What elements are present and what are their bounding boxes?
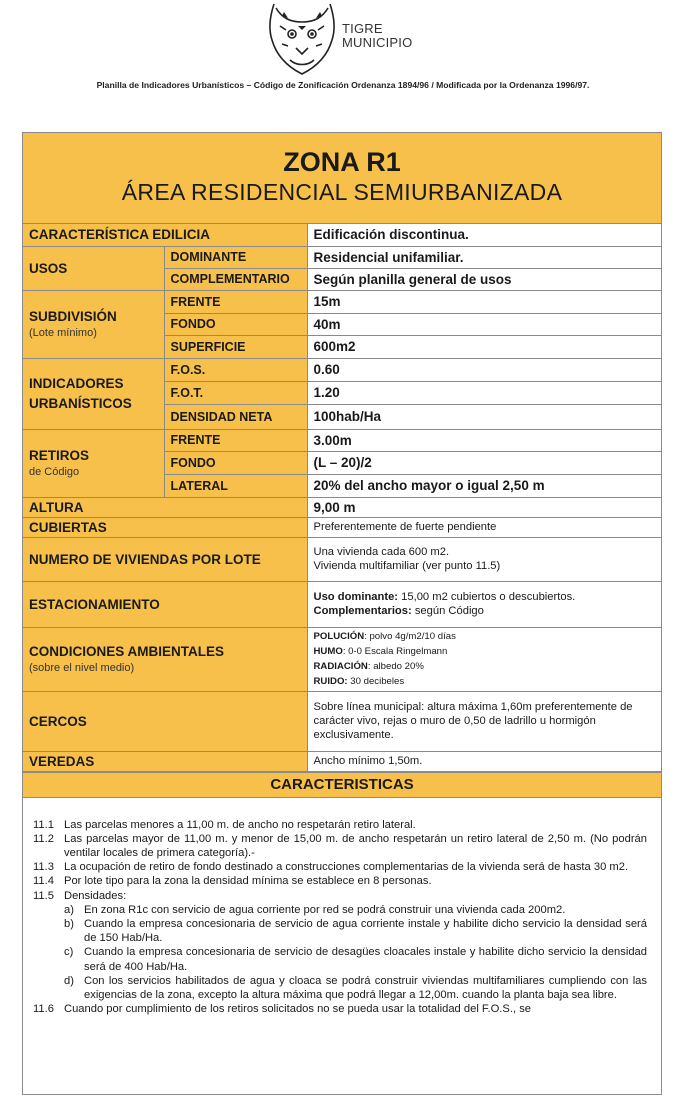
retiros-note: de Código xyxy=(29,466,80,478)
subdivision-fondo-label: FONDO xyxy=(164,313,307,335)
indicadores-label-line2: URBANÍSTICOS xyxy=(29,396,132,411)
altura-label: ALTURA xyxy=(23,497,307,517)
usos-dominante-label: DOMINANTE xyxy=(164,246,307,268)
caracteristicas-notes xyxy=(23,798,661,1094)
table-row xyxy=(23,358,661,381)
subnote-text: En zona R1c con servicio de agua corriente por red se podrá construir una vivienda cada 200m2. xyxy=(84,903,566,916)
cercos-label: CERCOS xyxy=(23,691,307,751)
subnote-letter: a) xyxy=(64,903,74,916)
subnote-letter: c) xyxy=(64,946,74,959)
note-text: La ocupación de retiro de fondo destinado a construcciones complementarias de la vivienda será de hasta 30 m2. xyxy=(64,861,629,874)
table-row xyxy=(23,751,661,771)
polucion-label: POLUCIÓN xyxy=(313,631,365,642)
usos-label: USOS xyxy=(23,246,164,290)
retiros-frente-value: 3.00m xyxy=(307,429,661,451)
document-subtitle: Planilla de Indicadores Urbanísticos – Código de Zonificación Ordenanza 1894/96 / Modificada por la Ordenanza 1996/97. xyxy=(96,80,590,90)
table-row xyxy=(23,246,661,268)
logo-line-2: MUNICIPIO xyxy=(342,35,413,50)
ruido-label: RUIDO: xyxy=(313,676,348,687)
logo-line-1: TIGRE xyxy=(342,21,383,36)
table-row xyxy=(23,537,661,581)
tiger-logo-icon xyxy=(262,0,342,76)
subnote-letter: b) xyxy=(64,917,74,930)
subnote-text: Cuando la empresa concesionaria de servicio de desagües cloacales instale y habilite dicho servicio la densidad será de 400 Hab/Ha. xyxy=(84,946,647,973)
caracteristica-value: Edificación discontinua. xyxy=(307,224,661,246)
table-row xyxy=(23,497,661,517)
subnote-item xyxy=(33,917,647,945)
note-item xyxy=(33,889,647,903)
table-row xyxy=(23,627,661,691)
radiacion-value: : albedo 20% xyxy=(367,661,424,672)
estacionamiento-comp-value: según Código xyxy=(411,605,484,617)
note-item xyxy=(33,832,647,860)
cubiertas-label: CUBIERTAS xyxy=(23,517,307,537)
note-text: Las parcelas menores a 11,00 m. de ancho no respetarán retiro lateral. xyxy=(64,818,416,831)
fot-label: F.O.T. xyxy=(164,381,307,404)
altura-value: 9,00 m xyxy=(307,497,661,517)
subdivision-note: (Lote mínimo) xyxy=(29,327,97,339)
logo-text xyxy=(342,22,412,50)
note-text: Cuando por cumplimiento de los retiros solicitados no se pueda usar la totalidad del F.O.S., se xyxy=(64,1003,532,1016)
zone-area-title: ÁREA RESIDENCIAL SEMIURBANIZADA xyxy=(121,179,563,205)
retiros-label xyxy=(23,429,164,497)
retiros-frente-label: FRENTE xyxy=(164,429,307,451)
veredas-label: VEREDAS xyxy=(23,751,307,771)
ambientales-value xyxy=(307,627,661,691)
densidad-value: 100hab/Ha xyxy=(307,404,661,429)
indicators-table xyxy=(23,224,661,772)
retiros-lateral-value: 20% del ancho mayor o igual 2,50 m xyxy=(307,474,661,497)
note-text: Las parcelas mayor de 11,00 m. y menor de 15,00 m. de ancho respetarán un retiro lateral de 2,50 m. (No podrán ventilar locales de primera categoría).- xyxy=(64,832,647,859)
subnote-item xyxy=(33,903,647,917)
radiacion-label: RADIACIÓN xyxy=(313,661,368,672)
estacionamiento-dom-value: 15,00 m2 cubiertos o descubiertos. xyxy=(398,591,576,603)
note-number: 11.1 xyxy=(33,818,54,831)
caracteristicas-title: CARACTERISTICAS xyxy=(23,772,661,798)
subdivision-superficie-value: 600m2 xyxy=(307,335,661,358)
indicadores-label xyxy=(23,358,164,429)
estacionamiento-value xyxy=(307,581,661,627)
fot-value: 1.20 xyxy=(307,381,661,404)
note-text: Por lote tipo para la zona la densidad mínima se establece en 8 personas. xyxy=(64,875,432,888)
note-number: 11.6 xyxy=(33,1003,54,1016)
subdivision-frente-label: FRENTE xyxy=(164,290,307,313)
table-row xyxy=(23,290,661,313)
table-row xyxy=(23,581,661,627)
subdivision-frente-value: 15m xyxy=(307,290,661,313)
ambientales-note: (sobre el nivel medio) xyxy=(29,662,135,674)
subdivision-fondo-value: 40m xyxy=(307,313,661,335)
caracteristica-label: CARACTERÍSTICA EDILICIA xyxy=(23,224,307,246)
cercos-value: Sobre línea municipal: altura máxima 1,60m preferentemente de carácter vivo, rejas o muro de 0,50 de ladrillo u hormigón exclusivamente. xyxy=(307,691,661,751)
note-text: Densidades: xyxy=(64,889,127,902)
usos-dominante-value: Residencial unifamiliar. xyxy=(307,246,661,268)
cubiertas-value: Preferentemente de fuerte pendiente xyxy=(307,517,661,537)
retiros-title: RETIROS xyxy=(29,448,90,463)
subnote-letter: d) xyxy=(64,974,74,987)
usos-complementario-label: COMPLEMENTARIO xyxy=(164,268,307,290)
subnote-item xyxy=(33,974,647,1002)
note-item xyxy=(33,1002,647,1016)
note-item xyxy=(33,860,647,874)
estacionamiento-label: ESTACIONAMIENTO xyxy=(23,581,307,627)
humo-label: HUMO xyxy=(313,646,343,657)
retiros-fondo-value: (L – 20)/2 xyxy=(307,451,661,474)
veredas-value: Ancho mínimo 1,50m. xyxy=(307,751,661,771)
viviendas-label: NUMERO DE VIVIENDAS POR LOTE xyxy=(23,537,307,581)
note-item xyxy=(33,818,647,832)
subdivision-title: SUBDIVISIÓN xyxy=(29,309,117,324)
indicadores-label-line1: INDICADORES xyxy=(29,376,124,391)
viviendas-line2: Vivienda multifamiliar (ver punto 11.5) xyxy=(313,560,501,572)
table-row xyxy=(23,429,661,451)
humo-value: : 0-0 Escala Ringelmann xyxy=(342,646,448,657)
table-row xyxy=(23,224,661,246)
subnote-text: Con los servicios habilitados de agua y cloaca se podrá construir viviendas multifamiliares cumpliendo con las exigencias de la zona, excepto la altura máxima que podrá llegar a 12,00m. cuando la planta baja sea libre. xyxy=(84,974,647,1001)
note-number: 11.5 xyxy=(33,889,54,902)
subdivision-label xyxy=(23,290,164,358)
retiros-fondo-label: FONDO xyxy=(164,451,307,474)
note-item xyxy=(33,874,647,888)
table-row xyxy=(23,691,661,751)
note-number: 11.2 xyxy=(33,832,54,845)
retiros-lateral-label: LATERAL xyxy=(164,474,307,497)
table-row xyxy=(23,517,661,537)
ambientales-label xyxy=(23,627,307,691)
usos-complementario-value: Según planilla general de usos xyxy=(307,268,661,290)
subnote-text: Cuando la empresa concesionaria de servicio de agua corriente instale y habilite dicho servicio la densidad será de 150 Hab/Ha. xyxy=(84,917,647,945)
zone-title: ZONA R1 xyxy=(283,147,401,177)
ruido-value: 30 decibeles xyxy=(347,676,405,687)
zone-header xyxy=(23,133,661,224)
note-number: 11.4 xyxy=(33,875,54,888)
subnote-item xyxy=(33,945,647,973)
densidad-label: DENSIDAD NETA xyxy=(164,404,307,429)
viviendas-line1: Una vivienda cada 600 m2. xyxy=(313,546,450,558)
note-number: 11.3 xyxy=(33,861,54,874)
fos-value: 0.60 xyxy=(307,358,661,381)
fos-label: F.O.S. xyxy=(164,358,307,381)
estacionamiento-comp-label: Complementarios: xyxy=(313,605,412,617)
ambientales-title: CONDICIONES AMBIENTALES xyxy=(29,644,225,659)
viviendas-value xyxy=(307,537,661,581)
zone-sheet xyxy=(22,132,662,1095)
estacionamiento-dom-label: Uso dominante: xyxy=(313,591,399,603)
subdivision-superficie-label: SUPERFICIE xyxy=(164,335,307,358)
polucion-value: : polvo 4g/m2/10 días xyxy=(364,631,456,642)
